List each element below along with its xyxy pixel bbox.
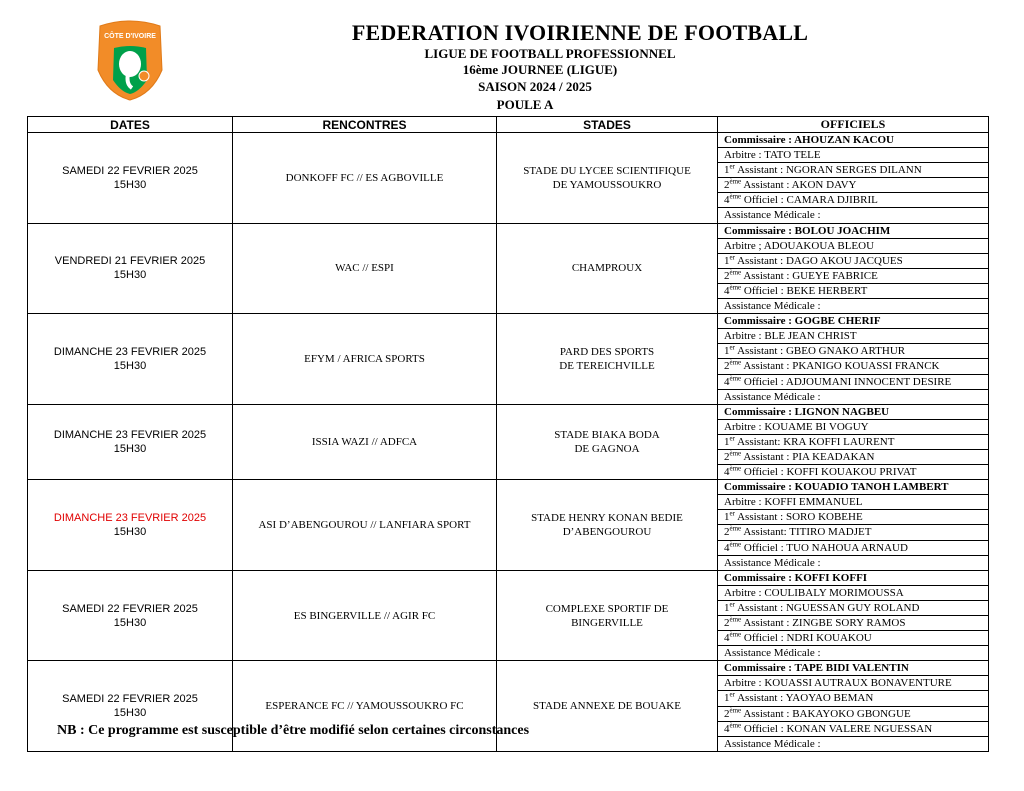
column-header-matches: RENCONTRES — [233, 117, 497, 133]
commissioner: Commissaire : AHOUZAN KACOU — [718, 133, 988, 148]
stadium-cell — [497, 133, 718, 224]
match-date-cell — [28, 133, 233, 224]
assistant-2: 2ème Assistant : PKANIGO KOUASSI FRANCK — [718, 359, 988, 374]
fourth-official: 4ème Officiel : ADJOUMANI INNOCENT DESIRE — [718, 375, 988, 390]
assistant-1-text: Assistant : DAGO AKOU JACQUES — [734, 254, 903, 267]
referee: Arbitre : KOUAME BI VOGUY — [718, 420, 988, 435]
stadium-cell — [497, 570, 718, 661]
assistant-2: 2ème Assistant : GUEYE FABRICE — [718, 269, 988, 284]
match-day: DIMANCHE 23 FEVRIER 2025 — [53, 428, 207, 441]
table-row — [28, 133, 989, 224]
officials-cell — [718, 570, 989, 661]
logo-ball — [139, 71, 149, 81]
commissioner: Commissaire : KOFFI KOFFI — [718, 571, 988, 586]
stadium-cell — [497, 223, 718, 314]
ordinal-suffix: ème — [729, 616, 742, 624]
officials-cell — [718, 661, 989, 752]
match-day: DIMANCHE 23 FEVRIER 2025 — [53, 511, 207, 524]
match-date-cell — [28, 404, 233, 479]
stadium-name-line2: D’ABENGOUROU — [562, 525, 652, 538]
match-time: 15H30 — [113, 178, 147, 191]
stadium-name: PARD DES SPORTS — [559, 345, 655, 358]
match-time: 15H30 — [113, 269, 147, 282]
medical-assistance: Assistance Médicale : — [724, 209, 821, 222]
match-time: 15H30 — [113, 616, 147, 629]
match-time: 15H30 — [113, 707, 147, 720]
stadium-cell — [497, 404, 718, 479]
match-day: SAMEDI 22 FEVRIER 2025 — [62, 164, 198, 177]
medical-assistance: Assistance Médicale : — [724, 556, 821, 569]
season-label: SAISON 2024 / 2025 — [478, 79, 592, 94]
match-date-cell — [28, 314, 233, 405]
match-date-cell — [28, 223, 233, 314]
match-teams: ASI D’ABENGOUROU // LANFIARA SPORT — [233, 480, 497, 571]
fourth-official: 4ème Officiel : TUO NAHOUA ARNAUD — [718, 541, 988, 556]
stadium-name: STADE DU LYCEE SCIENTIFIQUE — [523, 164, 691, 177]
ordinal-suffix: er — [729, 510, 735, 518]
stadium-name: STADE BIAKA BODA — [554, 428, 660, 441]
assistant-1: 1er Assistant : NGUESSAN GUY ROLAND — [718, 601, 988, 616]
match-teams: WAC // ESPI — [233, 223, 497, 314]
assistant-1: 1er Assistant : NGORAN SERGES DILANN — [718, 163, 988, 178]
medical-assistance: Assistance Médicale : — [724, 647, 821, 660]
logo-elephant-head — [119, 51, 141, 77]
group-label: POULE A — [496, 97, 554, 112]
assistant-2-text: Assistant: TITIRO MADJET — [741, 526, 872, 539]
commissioner: Commissaire : LIGNON NAGBEU — [718, 405, 988, 420]
referee: Arbitre : TATO TELE — [718, 148, 988, 163]
ordinal-suffix: ème — [729, 449, 742, 458]
assistant-1-text: Assistant : NGUESSAN GUY ROLAND — [734, 601, 920, 614]
logo-text: CÔTE D'IVOIRE — [104, 33, 156, 40]
column-header-officials: OFFICIELS — [718, 117, 989, 133]
fourth-official: 4ème Officiel : BEKE HERBERT — [718, 284, 988, 299]
commissioner: Commissaire : KOUADIO TANOH LAMBERT — [718, 480, 988, 495]
assistant-1: 1er Assistant : GBEO GNAKO ARTHUR — [718, 344, 988, 359]
document-title: FEDERATION IVOIRIENNE DE FOOTBALL — [351, 20, 809, 45]
match-teams: ESPERANCE FC // YAMOUSSOUKRO FC — [233, 661, 497, 752]
ordinal-suffix: er — [729, 163, 735, 171]
ordinal-suffix: ème — [729, 465, 742, 473]
assistant-2-text: Assistant : PIA KEADAKAN — [741, 450, 875, 463]
table-row — [28, 480, 989, 571]
ordinal-suffix: ème — [729, 374, 742, 382]
assistant-2-text: Assistant : BAKAYOKO GBONGUE — [741, 707, 911, 720]
ordinal-suffix: ème — [729, 193, 742, 201]
assistant-2-text: Assistant : ZINGBE SORY RAMOS — [741, 617, 906, 629]
assistant-1: 1er Assistant : YAOYAO BEMAN — [718, 691, 988, 706]
fourth-official-text: Officiel : KONAN VALERE NGUESSAN — [741, 722, 933, 735]
medical-assistance: Assistance Médicale : — [724, 300, 821, 313]
officials-cell — [718, 133, 989, 224]
stadium-name: STADE HENRY KONAN BEDIE — [531, 511, 683, 524]
officials-cell — [718, 404, 989, 479]
fourth-official: 4ème Officiel : KONAN VALERE NGUESSAN — [718, 722, 988, 737]
stadium-name-line2: DE TEREICHVILLE — [559, 359, 655, 372]
medical-assistance: Assistance Médicale : — [724, 737, 821, 750]
table-row — [28, 404, 989, 479]
fourth-official-text: Officiel : NDRI KOUAKOU — [741, 632, 872, 645]
ordinal-suffix: ème — [729, 525, 742, 533]
match-day: SAMEDI 22 FEVRIER 2025 — [62, 602, 198, 615]
match-time: 15H30 — [113, 525, 147, 538]
officials-cell — [718, 480, 989, 571]
stadium-name: CHAMPROUX — [571, 262, 643, 275]
assistant-1-text: Assistant: KRA KOFFI LAURENT — [734, 435, 895, 448]
table-header-row — [28, 117, 989, 133]
footer-note: NB : Ce programme est susceptible d’être modifié selon certaines circonstances — [57, 723, 530, 738]
referee: Arbitre ; ADOUAKOUA BLEOU — [718, 239, 988, 254]
assistant-1-text: Assistant : SORO KOBEHE — [734, 511, 863, 524]
stadium-name-line2: DE GAGNOA — [574, 442, 640, 455]
stadium-name-line2: DE YAMOUSSOUKRO — [552, 178, 662, 191]
fourth-official: 4ème Officiel : NDRI KOUAKOU — [718, 631, 988, 646]
stadium-name-line2: BINGERVILLE — [571, 616, 643, 629]
assistant-1: 1er Assistant : DAGO AKOU JACQUES — [718, 254, 988, 269]
schedule-table — [27, 116, 989, 752]
referee: Arbitre : KOFFI EMMANUEL — [718, 495, 988, 510]
assistant-2-text: Assistant : GUEYE FABRICE — [741, 269, 878, 282]
fourth-official-text: Officiel : ADJOUMANI INNOCENT DESIRE — [741, 375, 952, 388]
fourth-official-text: Officiel : CAMARA DJIBRIL — [741, 194, 878, 207]
match-teams: DONKOFF FC // ES AGBOVILLE — [233, 133, 497, 224]
matchday-label: 16ème JOURNEE (LIGUE) — [462, 62, 618, 77]
assistant-1: 1er Assistant : SORO KOBEHE — [718, 510, 988, 525]
assistant-2: 2ème Assistant : PIA KEADAKAN — [718, 450, 988, 465]
commissioner: Commissaire : TAPE BIDI VALENTIN — [718, 661, 988, 676]
match-day: DIMANCHE 23 FEVRIER 2025 — [53, 345, 207, 358]
ordinal-suffix: er — [729, 253, 735, 262]
ordinal-suffix: er — [729, 344, 735, 352]
assistant-2-text: Assistant : PKANIGO KOUASSI FRANCK — [741, 360, 940, 373]
commissioner: Commissaire : GOGBE CHERIF — [718, 314, 988, 329]
match-date-cell — [28, 480, 233, 571]
match-teams: ISSIA WAZI // ADFCA — [233, 404, 497, 479]
match-day: VENDREDI 21 FEVRIER 2025 — [54, 255, 206, 268]
ordinal-suffix: er — [729, 434, 735, 443]
stadium-cell — [497, 661, 718, 752]
ordinal-suffix: ème — [729, 268, 742, 277]
table-row — [28, 314, 989, 405]
ordinal-suffix: er — [729, 600, 735, 609]
ordinal-suffix: ème — [729, 721, 742, 729]
officials-cell — [718, 314, 989, 405]
fourth-official-text: Officiel : BEKE HERBERT — [741, 284, 868, 297]
match-date-cell — [28, 570, 233, 661]
match-time: 15H30 — [113, 359, 147, 372]
referee: Arbitre : COULIBALY MORIMOUSSA — [718, 586, 988, 601]
match-time: 15H30 — [113, 442, 147, 455]
referee: Arbitre : KOUASSI AUTRAUX BONAVENTURE — [718, 676, 988, 691]
stadium-cell — [497, 314, 718, 405]
table-row — [28, 223, 989, 314]
officials-cell — [718, 223, 989, 314]
ordinal-suffix: ème — [729, 706, 742, 714]
assistant-2: 2ème Assistant : ZINGBE SORY RAMOS — [718, 616, 988, 631]
ordinal-suffix: ème — [729, 359, 742, 367]
stadium-cell — [497, 480, 718, 571]
ordinal-suffix: ème — [729, 178, 742, 186]
league-name: LIGUE DE FOOTBALL PROFESSIONNEL — [424, 46, 676, 61]
fourth-official-text: Officiel : KOFFI KOUAKOU PRIVAT — [741, 466, 917, 479]
match-day: SAMEDI 22 FEVRIER 2025 — [62, 693, 198, 706]
ordinal-suffix: ème — [729, 540, 742, 548]
assistant-2-text: Assistant : AKON DAVY — [741, 179, 857, 192]
assistant-2: 2ème Assistant : BAKAYOKO GBONGUE — [718, 707, 988, 722]
stadium-name: STADE ANNEXE DE BOUAKE — [533, 700, 681, 713]
ordinal-suffix: ème — [729, 283, 742, 292]
medical-assistance: Assistance Médicale : — [724, 390, 821, 403]
ordinal-suffix: ème — [729, 631, 742, 639]
assistant-1-text: Assistant : GBEO GNAKO ARTHUR — [734, 345, 906, 358]
column-header-stadiums: STADES — [497, 117, 718, 133]
assistant-2: 2ème Assistant : AKON DAVY — [718, 178, 988, 193]
match-teams: EFYM / AFRICA SPORTS — [233, 314, 497, 405]
match-teams: ES BINGERVILLE // AGIR FC — [233, 570, 497, 661]
ordinal-suffix: er — [729, 691, 735, 699]
fourth-official: 4ème Officiel : KOFFI KOUAKOU PRIVAT — [724, 465, 917, 479]
assistant-1-text: Assistant : YAOYAO BEMAN — [734, 692, 874, 705]
referee: Arbitre : BLE JEAN CHRIST — [718, 329, 988, 344]
column-header-dates: DATES — [28, 117, 233, 133]
fourth-official-text: Officiel : TUO NAHOUA ARNAUD — [741, 541, 908, 554]
assistant-1-text: Assistant : NGORAN SERGES DILANN — [734, 164, 922, 177]
table-row — [28, 570, 989, 661]
stadium-name: COMPLEXE SPORTIF DE — [545, 602, 669, 615]
commissioner: Commissaire : BOLOU JOACHIM — [718, 224, 988, 239]
assistant-1: 1er Assistant: KRA KOFFI LAURENT — [718, 435, 988, 450]
assistant-2: 2ème Assistant: TITIRO MADJET — [718, 525, 988, 540]
fourth-official: 4ème Officiel : CAMARA DJIBRIL — [718, 193, 988, 208]
